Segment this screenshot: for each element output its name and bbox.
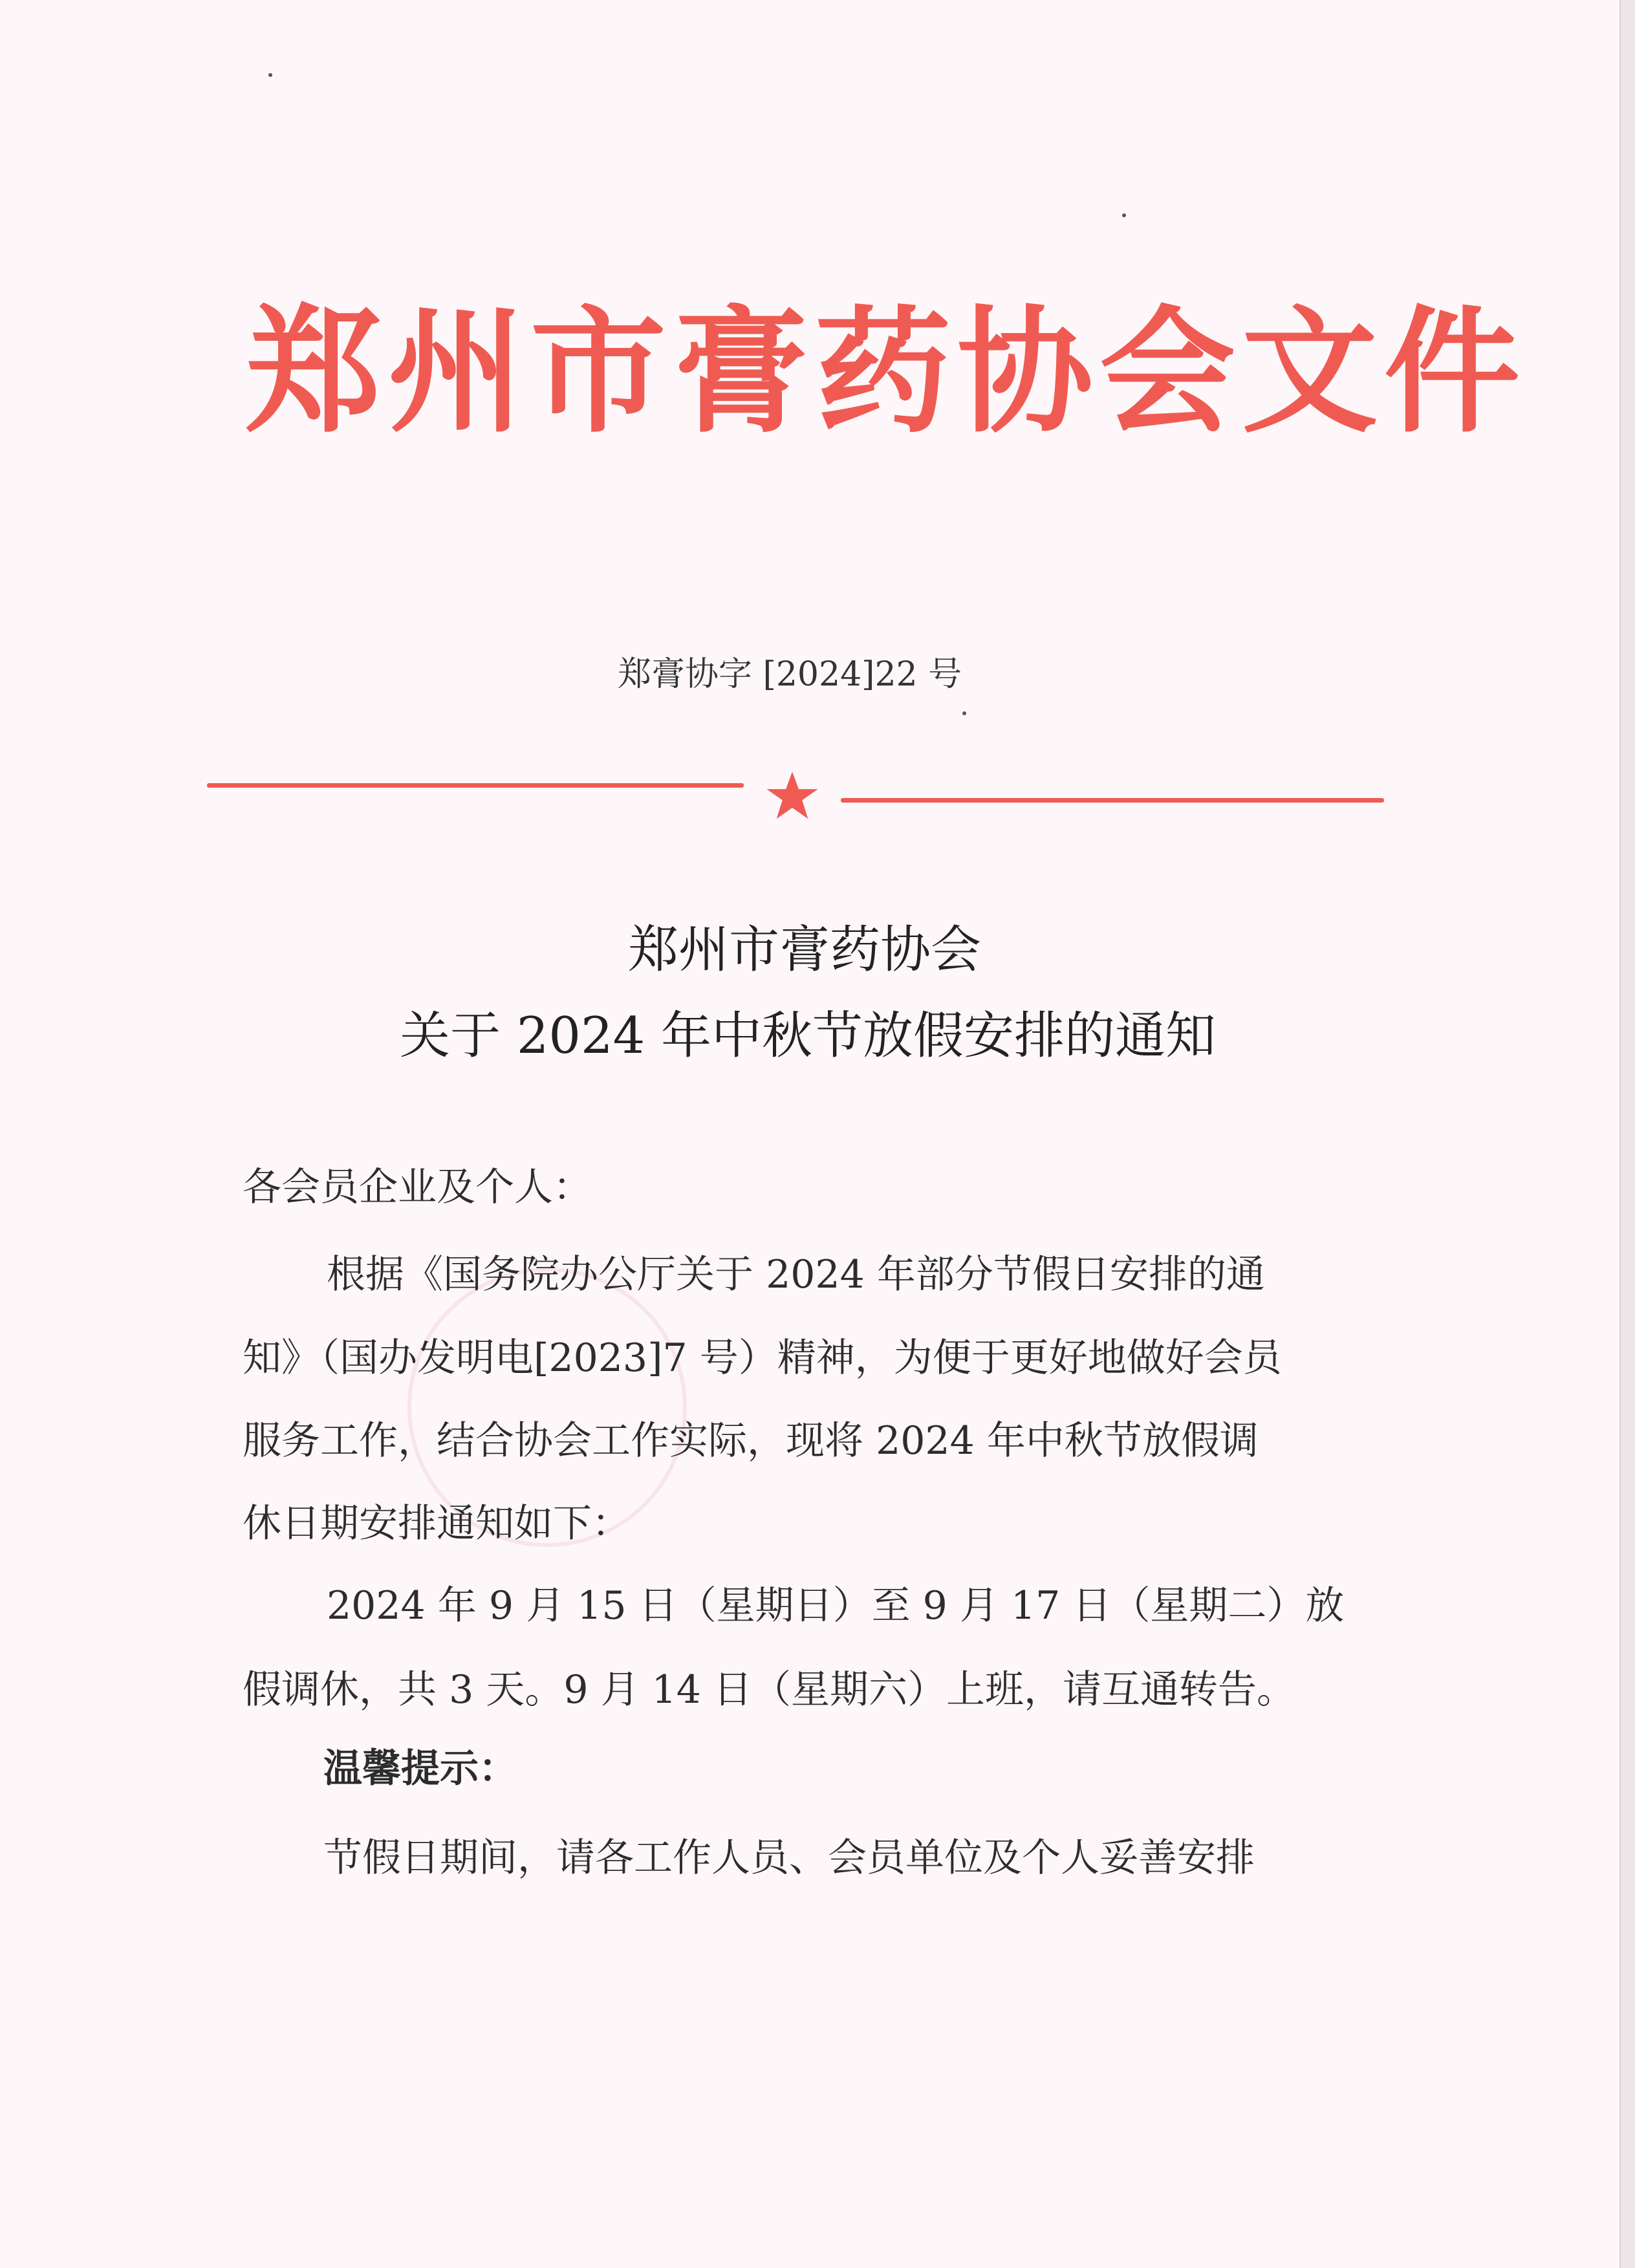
scan-speck: [268, 73, 272, 77]
document-number: 郑膏协字 [2024]22 号: [618, 655, 962, 694]
body-line: 服务工作，结合协会工作实际，现将 2024 年中秋节放假调: [243, 1418, 1259, 1463]
warm-tip-heading: 温馨提示：: [323, 1746, 517, 1791]
scan-speck: [962, 711, 966, 715]
red-divider-left: [207, 783, 744, 788]
salutation: 各会员企业及个人：: [243, 1165, 592, 1210]
document-header-title: 郑州市膏药协会文件: [246, 292, 1527, 451]
notice-title-line1: 郑州市膏药协会: [627, 921, 981, 979]
body-line: 节假日期间，请各工作人员、会员单位及个人妥善安排: [323, 1835, 1255, 1881]
scan-speck: [1122, 213, 1126, 217]
red-divider-right: [841, 798, 1384, 803]
body-line: 2024 年 9 月 15 日（星期日）至 9 月 17 日（星期二）放: [327, 1583, 1345, 1628]
body-line: 知》（国办发明电[2023]7 号）精神，为便于更好地做好会员: [243, 1335, 1282, 1381]
scan-edge: [1619, 0, 1635, 2268]
star-icon: [763, 767, 821, 825]
body-line: 根据《国务院办公厅关于 2024 年部分节假日安排的通: [327, 1252, 1265, 1297]
notice-title-line2: 关于 2024 年中秋节放假安排的通知: [399, 1007, 1217, 1065]
body-line: 休日期安排通知如下：: [243, 1501, 631, 1546]
body-line: 假调休，共 3 天。9 月 14 日（星期六）上班，请互通转告。: [243, 1667, 1296, 1712]
